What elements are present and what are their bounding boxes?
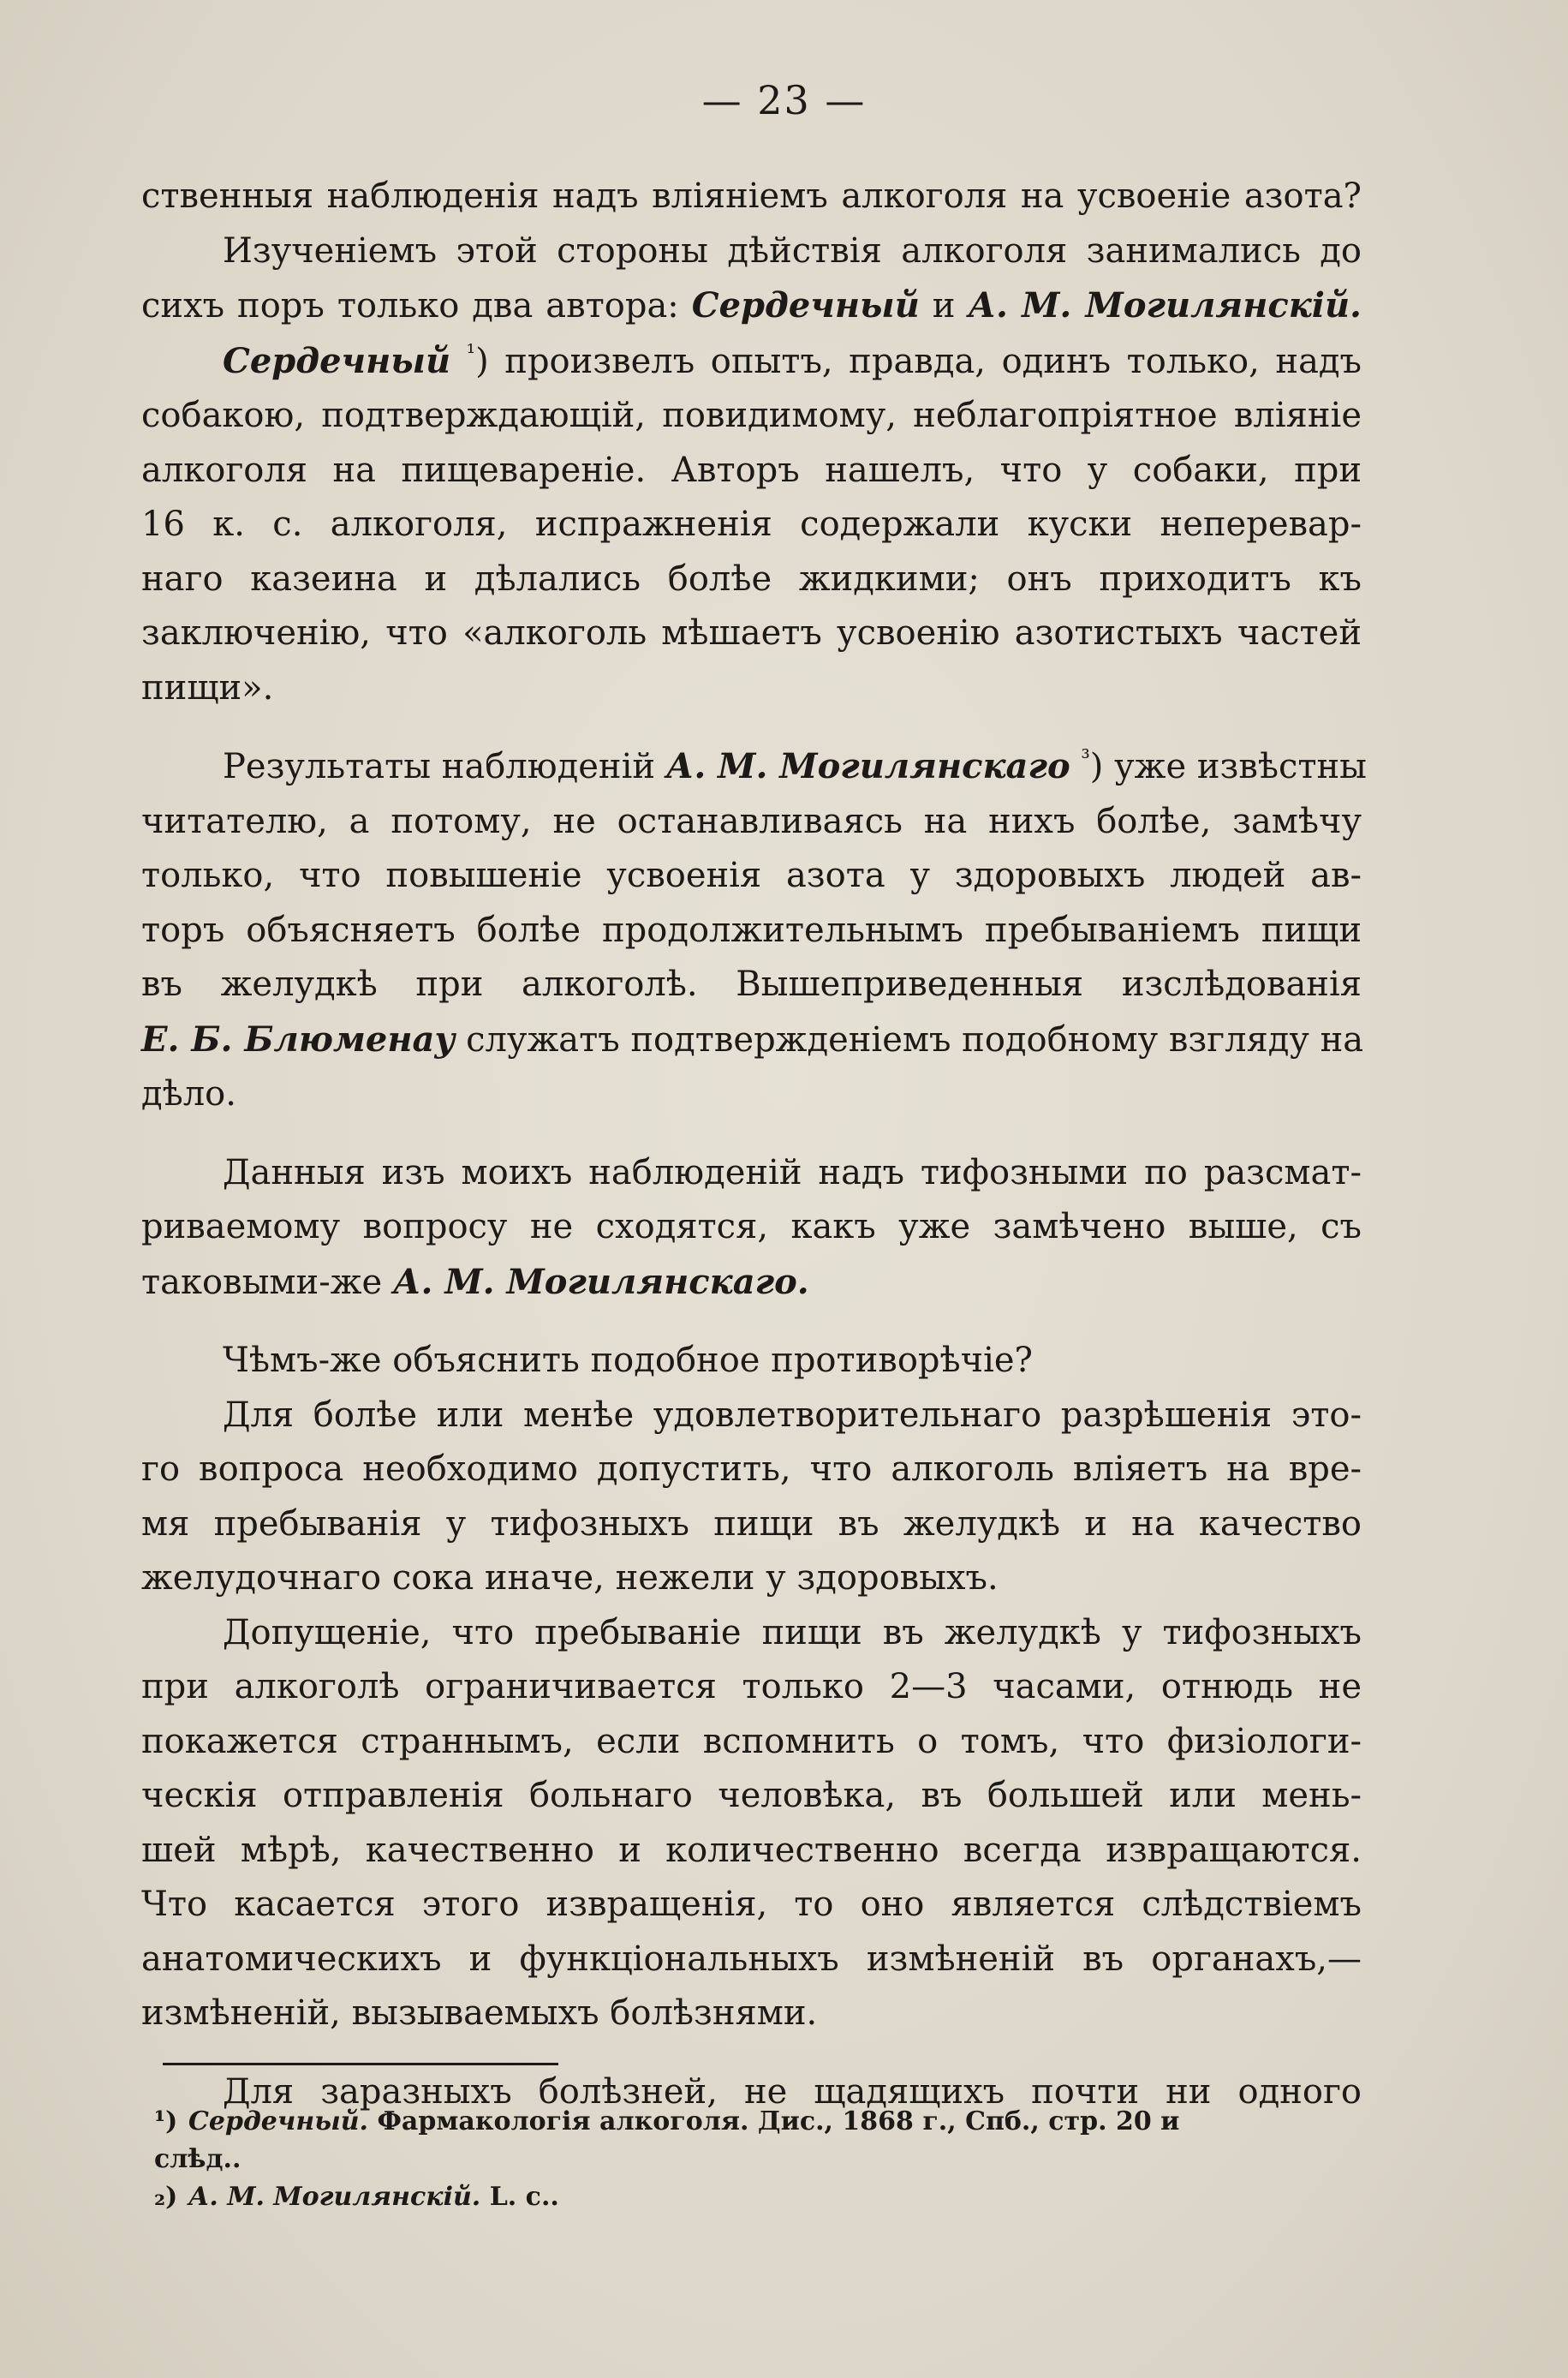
text-line: дѣло. <box>141 1074 236 1114</box>
text-line: Допущеніе, что пребываніе пищи въ желудкѣ у тифозныхъ <box>223 1612 1362 1652</box>
paragraph <box>141 170 1362 224</box>
text-line: пищи». <box>141 667 274 708</box>
author-name: А. М. Могилянскій. <box>188 2182 481 2212</box>
text-line: Для заразныхъ болѣзней, не щадящихъ почти ни одного <box>223 2071 1362 2112</box>
footnote <box>154 2178 1370 2216</box>
text-line: желудочнаго сока иначе, нежели у здоровыхъ. <box>141 1558 999 1598</box>
footnote-divider <box>163 2063 558 2065</box>
text-line: го вопроса необходимо допустить, что алкоголь вліяетъ на вре- <box>141 1449 1362 1489</box>
body-text <box>141 170 1367 2119</box>
text-line: только, что повышеніе усвоенія азота у здоровыхъ людей ав- <box>141 856 1362 895</box>
author-name: Сердечный <box>223 340 451 381</box>
text-run: ) произвелъ опытъ, правда, одинъ только, надъ <box>475 341 1362 381</box>
author-name: Сердечный. <box>188 2106 368 2136</box>
text-line <box>141 278 1362 334</box>
footnote-text: L. c.. <box>480 2182 559 2212</box>
text-line <box>141 1013 1362 1068</box>
author-name: А. М. Могилянскаго <box>665 746 1070 786</box>
footnote-continuation: слѣд.. <box>154 2144 241 2174</box>
text-line: наго казеина и дѣлались болѣе жидкими; онъ приходитъ къ <box>141 559 1362 599</box>
text-line: риваемому вопросу не сходятся, какъ уже замѣчено выше, съ <box>141 1207 1362 1246</box>
text-line: въ желудкѣ при алкоголѣ. Вышеприведенныя изслѣдованія <box>141 965 1362 1004</box>
paragraph <box>141 1606 1362 2041</box>
text-line: алкоголя на пищевареніе. Авторъ нашелъ, что у собаки, при <box>141 450 1362 490</box>
text-line: Что касается этого извращенія, то оно является слѣдствіемъ <box>141 1885 1362 1924</box>
text-line: анатомическихъ и функціональныхъ измѣненій въ органахъ,— <box>141 1939 1362 1979</box>
text-run: служатъ подтвержденіемъ подобному взгляду на <box>455 1019 1364 1060</box>
footnote-text: Фармакологія алкоголя. Дис., 1868 г., Спб., стр. 20 и <box>368 2106 1180 2136</box>
text-line: шей мѣрѣ, качественно и количественно всегда извращаются. <box>141 1830 1362 1870</box>
text-line: Изученіемъ этой стороны дѣйствія алкоголя занимались до <box>223 230 1362 271</box>
text-run: и <box>919 286 969 326</box>
paragraph <box>141 224 1362 334</box>
paragraph <box>141 1389 1362 1606</box>
text-line: ственныя наблюденія надъ вліяніемъ алкоголя на усвоеніе азота? <box>141 176 1362 216</box>
text-line: собакою, подтверждающій, повидимому, неблагопріятное вліяніе <box>141 396 1362 435</box>
text-line <box>141 1255 1362 1311</box>
text-run: ) уже извѣстны <box>1089 747 1367 786</box>
text-line: Для болѣе или менѣе удовлетворительнаго разрѣшенія это- <box>223 1395 1362 1435</box>
text-line <box>141 739 1367 795</box>
paragraph <box>141 1146 1362 1311</box>
paragraph <box>141 1334 1362 1389</box>
text-run: сихъ поръ только два автора: <box>141 286 692 326</box>
footnote-ref: ¹ <box>466 340 476 367</box>
text-line: покажется страннымъ, если вспомнить о томъ, что физіологи- <box>141 1721 1362 1761</box>
text-line: мя пребыванія у тифозныхъ пищи въ желудкѣ и на качество <box>141 1503 1362 1544</box>
footnote-ref: ³ <box>1081 745 1090 772</box>
text-line: Данныя изъ моихъ наблюденій надъ тифозными по разсмат- <box>223 1152 1362 1192</box>
footnotes <box>154 2103 1370 2216</box>
text-line <box>141 334 1362 390</box>
text-line: читателю, а потому, не останавливаясь на нихъ болѣе, замѣчу <box>141 801 1362 841</box>
page-number: — 23 — <box>701 77 867 123</box>
text-run: Результаты наблюденій <box>223 747 666 786</box>
footnote-mark: ¹) <box>154 2106 178 2136</box>
author-name: Сердечный <box>691 285 920 326</box>
text-line: 16 к. с. алкоголя, испражненія содержали куски неперевар- <box>141 505 1362 544</box>
text-line: торъ объясняетъ болѣе продолжительнымъ пребываніемъ пищи <box>141 910 1362 950</box>
text-run: таковыми-же <box>141 1262 393 1302</box>
footnote <box>154 2103 1370 2141</box>
text-line: Чѣмъ-же объяснить подобное противорѣчіе? <box>223 1341 1033 1380</box>
text-line: при алкоголѣ ограничивается только 2—3 часами, отнюдь не <box>141 1667 1362 1706</box>
paragraph <box>141 334 1362 716</box>
author-name: А. М. Могилянскій. <box>968 285 1362 326</box>
footnote-mark: ₂) <box>154 2182 178 2212</box>
text-line: заключенію, что «алкоголь мѣшаетъ усвоенію азотистыхъ частей <box>141 613 1362 653</box>
author-name: А. М. Могилянскаго. <box>392 1261 809 1302</box>
text-line: измѣненій, вызываемыхъ болѣзнями. <box>141 1993 818 2033</box>
text-line: ческія отправленія больнаго человѣка, въ большей или мень- <box>141 1776 1362 1815</box>
paragraph <box>141 739 1367 1122</box>
author-name: Е. Б. Блюменау <box>141 1019 456 1060</box>
